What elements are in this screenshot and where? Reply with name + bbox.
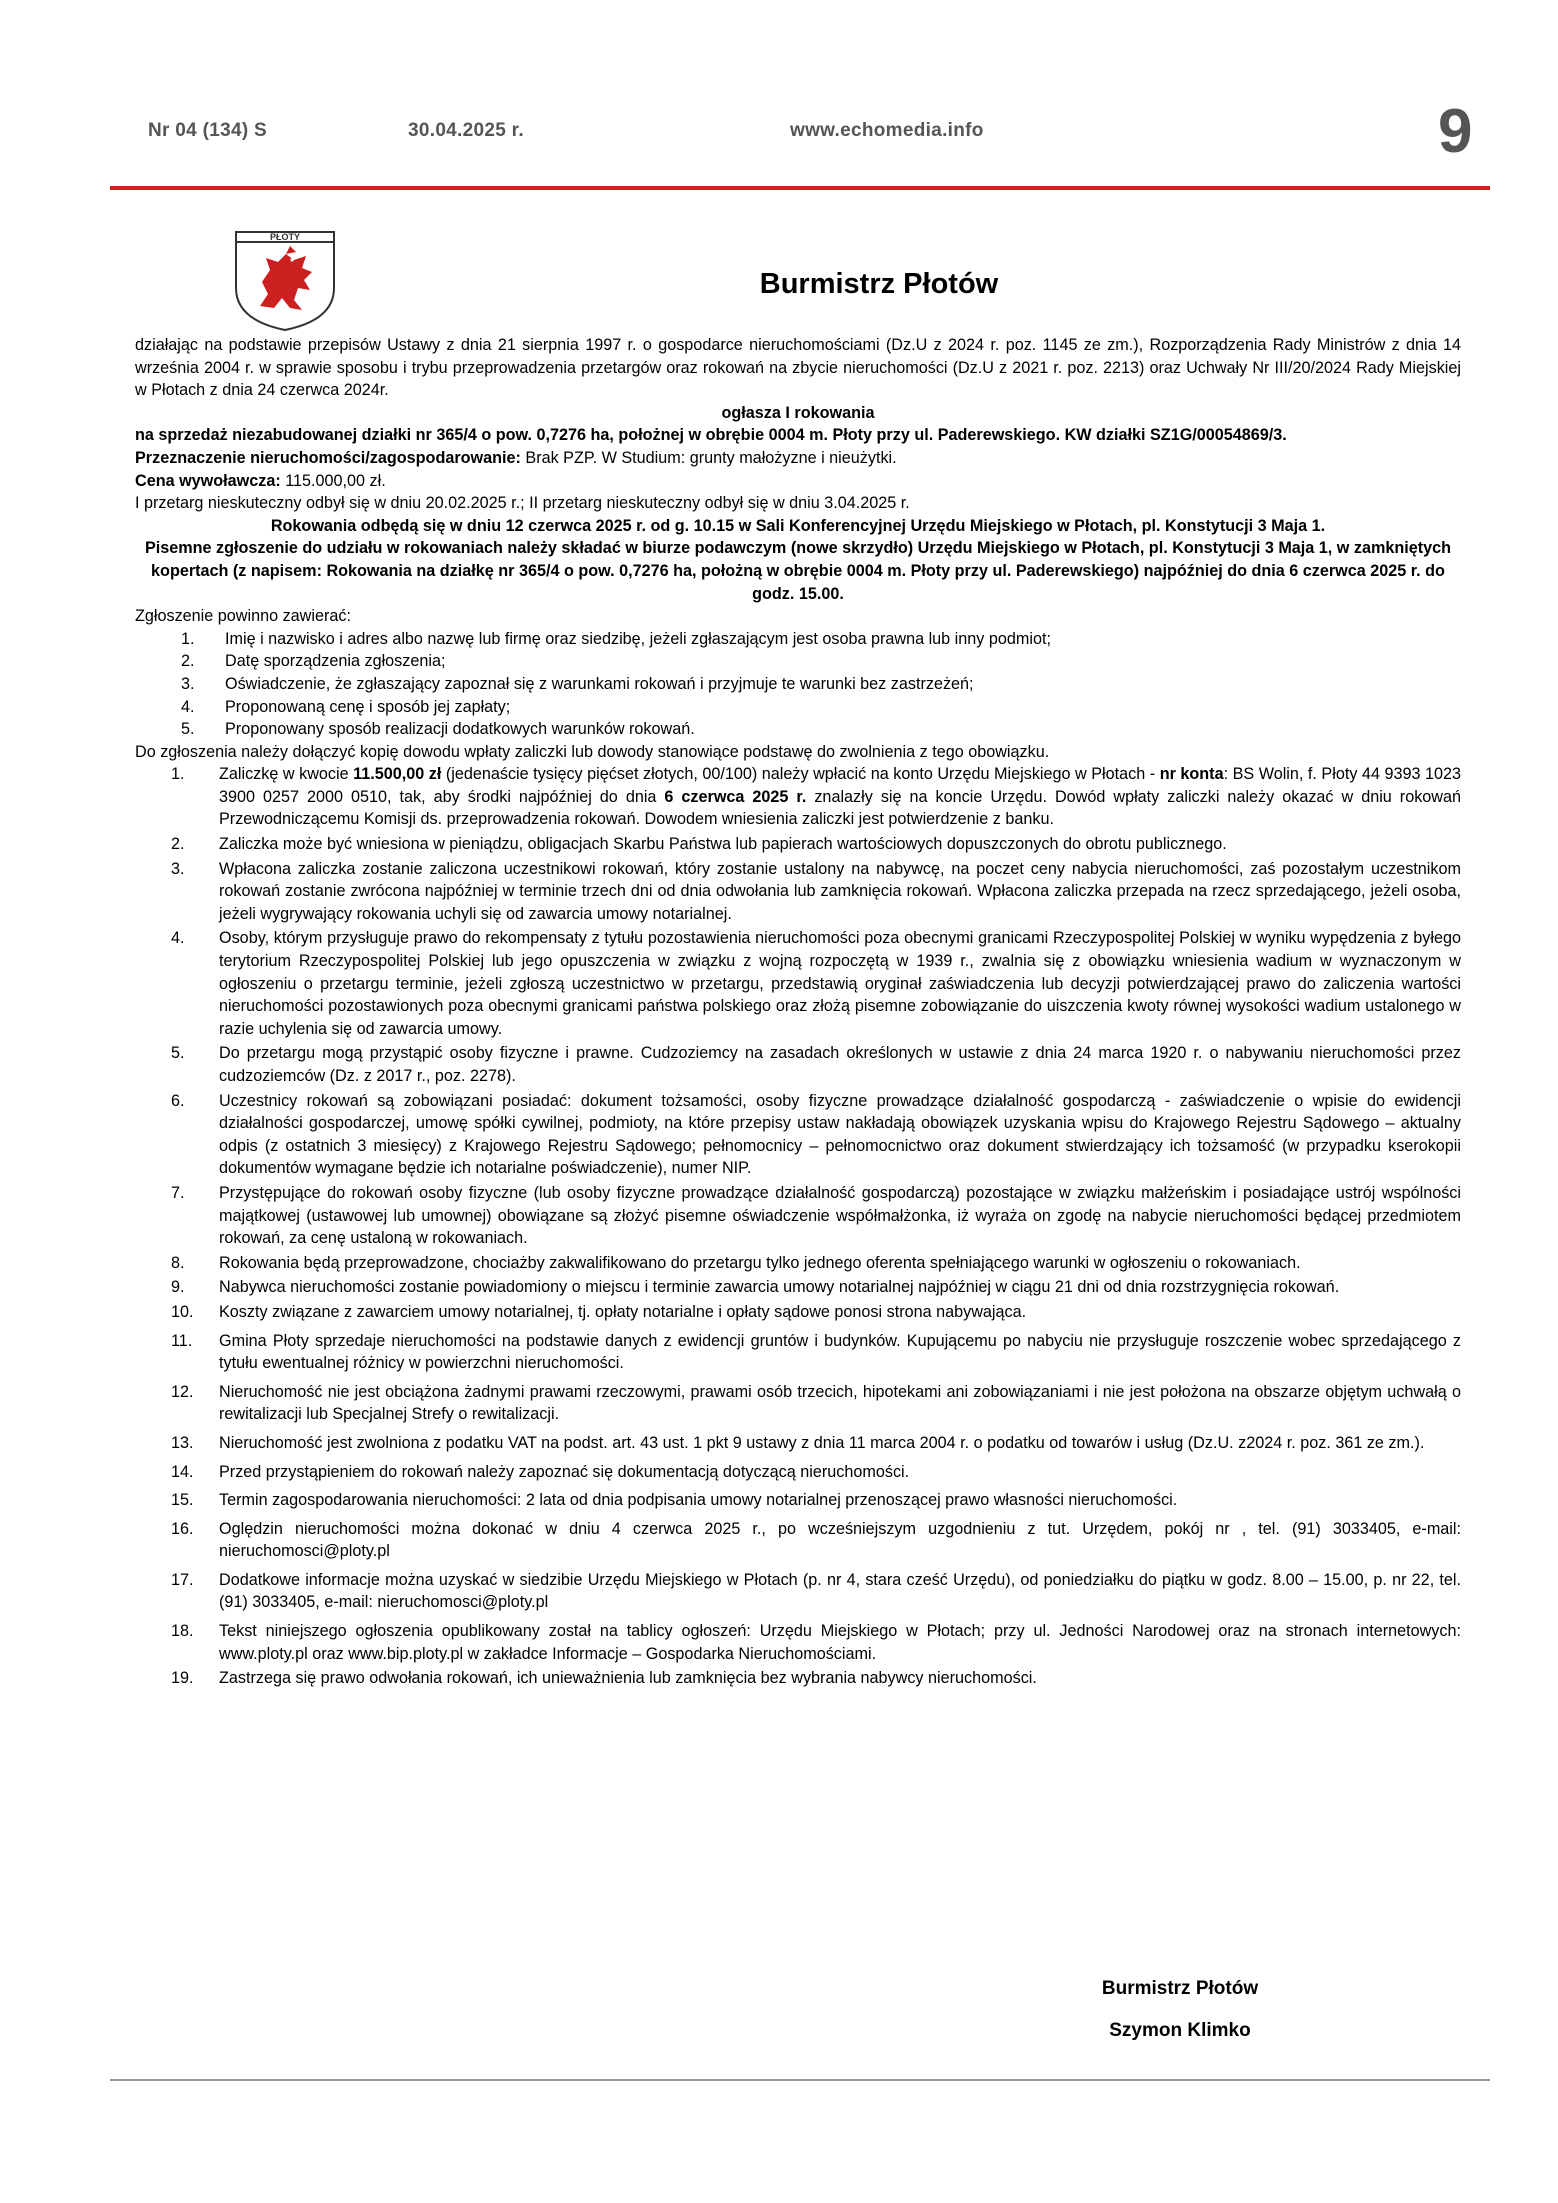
list-item: 15. Termin zagospodarowania nieruchomości: 2 lata od dnia podpisania umowy notarialnej przenoszącej prawo własności nieruchomości. (171, 1491, 1178, 1510)
list-item: 6. Uczestnicy rokowań są zobowiązani posiadać: dokument tożsamości, osoby fizyczne prowadzące działalność gospodarczą - zaświadczenie o wpisie do ewidencji działalności gospodarczej, umowę spółki cywilnej, podmioty, na które przepisy ustaw nakładają obowiązek uzyskania wpisu do Krajowego Rejestru Sądowego – aktualny odpis (z ostatnich 3 miesięcy) z Krajowego Rejestru Sądowego; pełnomocnicy – pełnomocnictwo oraz dokument stwierdzający ich tożsamość (w przypadku kserokopii dokumentów wymagane będzie ich notarialne poświadczenie), numer NIP. (171, 1091, 1461, 1178)
previous-tenders: I przetarg nieskuteczny odbył się w dniu 20.02.2025 r.; II przetarg nieskuteczny odbył się w dniu 3.04.2025 r. (135, 494, 910, 513)
page-title: Burmistrz Płotów (759, 268, 999, 300)
submission-info: Pisemne zgłoszenie do udziału w rokowaniach należy składać w biurze podawczym (nowe skrzydło) Urzędu Miejskiego w Płotach, pl. Konstytucji 3 Maja 1, w zamkniętych kopertach (z napisem: Rokowania na działkę nr 365/4 o pow. 0,7276 ha, położną w obrębie 0004 m. Płoty przy ul. Paderewskiego) najpóźniej do dnia 6 czerwca 2025 r. do godz. 15.00. (144, 539, 1452, 603)
list-item: 19. Zastrzega się prawo odwołania rokowań, ich unieważnienia lub zamknięcia bez wybrania nabywcy nieruchomości. (171, 1669, 1037, 1688)
announcement-heading: ogłasza I rokowania (721, 403, 875, 422)
requirements-heading: Zgłoszenie powinno zawierać: (135, 607, 351, 626)
legal-basis: działając na podstawie przepisów Ustawy z dnia 21 sierpnia 1997 r. o gospodarce nieruchomościami (Dz.U z 2024 r. poz. 1145 ze zm.), Rozporządzenia Rady Ministrów z dnia 14 września 2004 r. w sprawie sposobu i trybu przeprowadzenia przetargów oraz rokowań na zbycie nieruchomości (Dz.U z 2021 r. poz. 2213) oraz Uchwały Nr III/20/2024 Rady Miejskiej w Płotach z dnia 24 czerwca 2024r. (135, 336, 1461, 400)
list-item: 14. Przed przystąpieniem do rokowań należy zapoznać się dokumentacją dotyczącą nieruchomości. (171, 1462, 910, 1481)
list-item: 18. Tekst niniejszego ogłoszenia opublikowany został na tablicy ogłoszeń: Urzędu Miejskiego w Płotach; przy ul. Jedności Narodowej oraz na stronach internetowych: www.ploty.pl oraz www.bip.ploty.pl w zakładce Informacje – Gospodarka Nieruchomościami. (171, 1622, 1461, 1663)
attachment-note: Do zgłoszenia należy dołączyć kopię dowodu wpłaty zaliczki lub dowody stanowiące podstawę do zwolnienia z tego obowiązku. (135, 742, 1050, 761)
list-item: 9. Nabywca nieruchomości zostanie powiadomiony o miejscu i terminie zawarcia umowy notarialnej najpóźniej w ciągu 21 dni od dnia rozstrzygnięcia rokowań. (171, 1278, 1340, 1297)
list-item: 17. Dodatkowe informacje można uzyskać w siedzibie Urzędu Miejskiego w Płotach (p. nr 4, stara cześć Urzędu), od poniedziałku do piątku w godz. 8.00 – 15.00, p. nr 22, tel. (91) 3033405, e-mail: nieruchomosci@ploty.pl (171, 1570, 1461, 1612)
website-url[interactable]: www.echomedia.info (790, 120, 984, 141)
signature-name: Szymon Klimko (1109, 2020, 1251, 2041)
footer-divider (110, 2079, 1490, 2081)
crest-label: PŁOTY (269, 232, 301, 242)
list-item: 7. Przystępujące do rokowań osoby fizyczne (lub osoby fizyczne prowadzące działalność gospodarczą) pozostające w związku małżeńskim i posiadające ustrój wspólności majątkowej (ustawowej lub umownej) obowiązane są złożyć pisemne oświadczenie współmałżonka, iż wyraża on zgodę na nabycie nieruchomości będącej przedmiotem rokowań, za cenę ustaloną w rokowaniach. (171, 1183, 1461, 1248)
list-item: 5. Proponowany sposób realizacji dodatkowych warunków rokowań. (181, 720, 695, 739)
list-item: 3. Oświadczenie, że zgłaszający zapoznał się z warunkami rokowań i przyjmuje te warunki bez zastrzeżeń; (181, 674, 974, 693)
requirements-list (135, 628, 1461, 741)
conditions-list (135, 763, 1461, 1690)
list-item: 10. Koszty związane z zawarciem umowy notarialnej, tj. opłaty notarialne i opłaty sądowe ponosi strona nabywająca. (171, 1302, 1027, 1321)
list-item: 5. Do przetargu mogą przystąpić osoby fizyczne i prawne. Cudzoziemcy na zasadach określonych w ustawie z dnia 24 marca 1920 r. o nabywaniu nieruchomości przez cudzoziemców (Dz. z 2017 r., poz. 2278). (171, 1044, 1461, 1085)
page-number: 9 (1438, 97, 1473, 166)
list-item: 2. Datę sporządzenia zgłoszenia; (181, 652, 446, 671)
list-item: 4. Proponowaną cenę i sposób jej zapłaty; (181, 697, 511, 716)
announcement-body (135, 334, 1461, 1692)
negotiation-info: Rokowania odbędą się w dniu 12 czerwca 2025 r. od g. 10.15 w Sali Konferencyjnej Urzędu Miejskiego w Płotach, pl. Konstytucji 3 Maja 1. (270, 516, 1326, 535)
list-item: 8. Rokowania będą przeprowadzone, chociażby zakwalifikowano do przetargu tylko jednego oferenta spełniającego warunki w ogłoszeniu o rokowaniach. (171, 1253, 1301, 1272)
list-item: 13. Nieruchomość jest zwolniona z podatku VAT na podst. art. 43 ust. 1 pkt 9 ustawy z dnia 11 marca 2004 r. o podatku od towarów i usług (Dz.U. z2024 r. poz. 361 ze zm.). (171, 1433, 1425, 1452)
signature-role: Burmistrz Płotów (1101, 1978, 1259, 1999)
starting-price: Cena wywoławcza: 115.000,00 zł. (135, 471, 386, 490)
property-purpose: Przeznaczenie nieruchomości/zagospodarowanie: Brak PZP. W Studium: grunty małożyzne i nieużytki. (135, 448, 897, 467)
list-item: 1. Zaliczkę w kwocie 11.500,00 zł (jedenaście tysięcy pięćset złotych, 00/100) należy wpłacić na konto Urzędu Miejskiego w Płotach - nr konta: BS Wolin, f. Płoty 44 9393 1023 3900 0257 2000 0510, tak, aby środki najpóźniej do dnia 6 czerwca 2025 r. znalazły się na koncie Urzędu. Dowód wpłaty zaliczki należy okazać w dniu rokowań Przewodniczącemu Komisji ds. przeprowadzenia rokowań. Dowodem wniesienia zaliczki jest potwierdzenie z banku. (171, 765, 1462, 829)
list-item: 1. Imię i nazwisko i adres albo nazwę lub firmę oraz siedzibę, jeżeli zgłaszającym jest osoba prawna lub inny podmiot; (181, 629, 1051, 648)
list-item: 3. Wpłacona zaliczka zostanie zaliczona uczestnikowi rokowań, który zostanie ustalony na nabywcę, na poczet ceny nabycia nieruchomości, zaś pozostałym uczestnikom rokowań zostanie zwrócona najpóźniej w terminie trzech dni od dnia odwołania lub zamknięcia rokowań. Wpłacona zaliczka przepada na rzecz sprzedającego, jeżeli osoba, jeżeli wygrywający rokowania uchyli się od zawarcia umowy notarialnej. (171, 859, 1461, 923)
list-item: 11. Gmina Płoty sprzedaje nieruchomości na podstawie danych z ewidencji gruntów i budynków. Kupującemu po nabyciu nie przysługuje roszczenie wobec sprzedającego z tytułu ewentualnej różnicy w powierzchni nieruchomości. (171, 1331, 1461, 1373)
list-item: 12. Nieruchomość nie jest obciążona żadnymi prawami rzeczowymi, prawami osób trzecich, hipotekami ani zobowiązaniami i nie jest położona na obszarze objętym uchwałą o rewitalizacji lub Specjalnej Strefy o rewitalizacji. (171, 1382, 1461, 1424)
list-item: 4. Osoby, którym przysługuje prawo do rekompensaty z tytułu pozostawienia nieruchomości poza obecnymi granicami Rzeczypospolitej Polskiej w wyniku wypędzenia z byłego terytorium Rzeczypospolitej Polskiej lub jego opuszczenia w związku z wojną rozpoczętą w 1939 r., zwalnia się z obowiązku wniesienia wadium w wyznaczonym w ogłoszeniu o przetargu terminie, jeżeli zgłoszą uczestnictwo w przetargu, przedstawią oryginał zaświadczenia lub decyzji potwierdzającej prawo do zaliczenia wartości nieruchomości pozostawionych poza obecnymi granicami państwa polskiego oraz złożą pisemne zobowiązanie do uiszczenia kwoty równej wysokości wadium ustalonego w razie uchylenia się od zawarcia umowy. (171, 929, 1461, 1038)
header-divider (110, 186, 1490, 190)
issue-date: 30.04.2025 r. (408, 120, 524, 141)
issue-number: Nr 04 (134) S (148, 120, 268, 141)
list-item: 16. Oględzin nieruchomości można dokonać w dniu 4 czerwca 2025 r., po wcześniejszym uzgodnieniu z tut. Urzędem, pokój nr , tel. (91) 3033405, e-mail: nieruchomosci@ploty.pl (171, 1519, 1461, 1561)
list-item: 2. Zaliczka może być wniesiona w pieniądzu, obligacjach Skarbu Państwa lub papierach wartościowych dopuszczonych do obrotu publicznego. (171, 835, 1227, 854)
property-subject: na sprzedaż niezabudowanej działki nr 365/4 o pow. 0,7276 ha, położnej w obrębie 0004 m. Płoty przy ul. Paderewskiego. KW działki SZ1G/00054869/3. (135, 426, 1287, 445)
